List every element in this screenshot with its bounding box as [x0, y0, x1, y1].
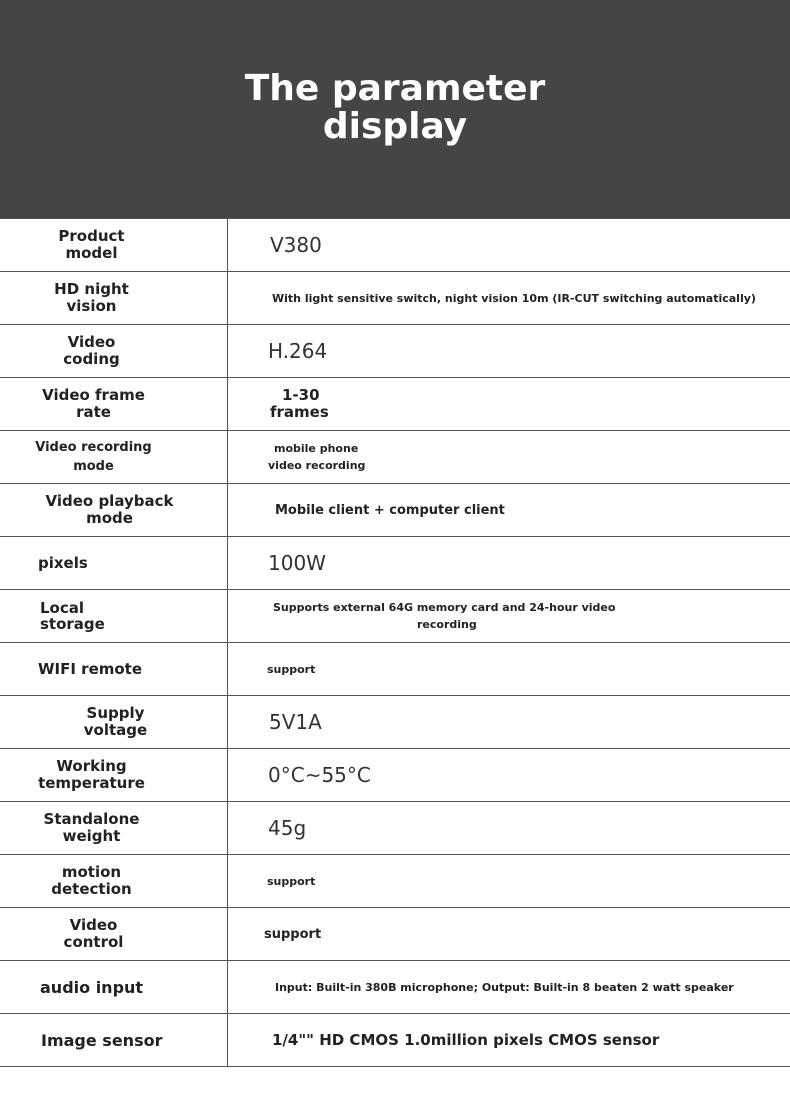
row-value: V380	[270, 233, 322, 257]
row-value: Input: Built-in 380B microphone; Output: Built-in 8 beaten 2 watt speaker	[275, 980, 734, 994]
row-label: Local storage	[40, 599, 105, 633]
table-row	[0, 961, 790, 1014]
table-row	[0, 590, 790, 643]
table-row	[0, 802, 790, 855]
table-row	[0, 1014, 790, 1067]
table-row	[0, 219, 790, 272]
title-line-1: The parameter	[244, 68, 546, 109]
row-label: HD night vision	[54, 280, 129, 315]
row-label: Product model	[58, 227, 125, 262]
row-value: H.264	[268, 339, 328, 363]
table-row	[0, 431, 790, 484]
row-label: Video recording mode	[35, 440, 152, 474]
row-value: support	[267, 662, 316, 676]
row-value: mobile phone video recording	[268, 442, 366, 472]
title-line-2: display	[322, 106, 468, 147]
table-row	[0, 749, 790, 802]
page-title	[0, 70, 790, 146]
row-value: Supports external 64G memory card and 24-hour video recording	[273, 601, 616, 631]
row-label: audio input	[40, 977, 144, 997]
row-label: motion detection	[51, 863, 132, 898]
table-row	[0, 325, 790, 378]
row-label: Video playback mode	[45, 492, 174, 527]
table-row	[0, 272, 790, 325]
row-value: 1/4"" HD CMOS 1.0million pixels CMOS sensor	[272, 1031, 660, 1049]
row-label: Working temperature	[38, 757, 145, 792]
parameter-table	[0, 218, 790, 1067]
row-label: Video coding	[63, 333, 120, 368]
row-value: Mobile client + computer client	[275, 502, 505, 518]
row-label: pixels	[38, 554, 88, 572]
row-label: Supply voltage	[83, 704, 148, 739]
row-value: support	[267, 874, 316, 888]
row-label: Video control	[63, 916, 124, 951]
table-row	[0, 484, 790, 537]
table-row	[0, 537, 790, 590]
header-banner	[0, 0, 790, 218]
row-label: Video frame rate	[42, 386, 145, 421]
table-row	[0, 908, 790, 961]
row-value: 1-30 frames	[270, 386, 329, 421]
row-value: 0°C~55°C	[268, 763, 371, 787]
row-label: Image sensor	[41, 1030, 163, 1050]
table-row	[0, 696, 790, 749]
row-value: 100W	[268, 551, 326, 575]
row-value: support	[264, 926, 322, 942]
table-row	[0, 643, 790, 696]
row-label: WIFI remote	[38, 660, 143, 678]
row-value: With light sensitive switch, night vision 10m (IR-CUT switching automatically)	[272, 291, 756, 305]
table-row	[0, 855, 790, 908]
row-value: 45g	[268, 816, 307, 840]
row-label: Standalone weight	[43, 810, 140, 845]
table-row	[0, 378, 790, 431]
row-value: 5V1A	[269, 710, 322, 734]
